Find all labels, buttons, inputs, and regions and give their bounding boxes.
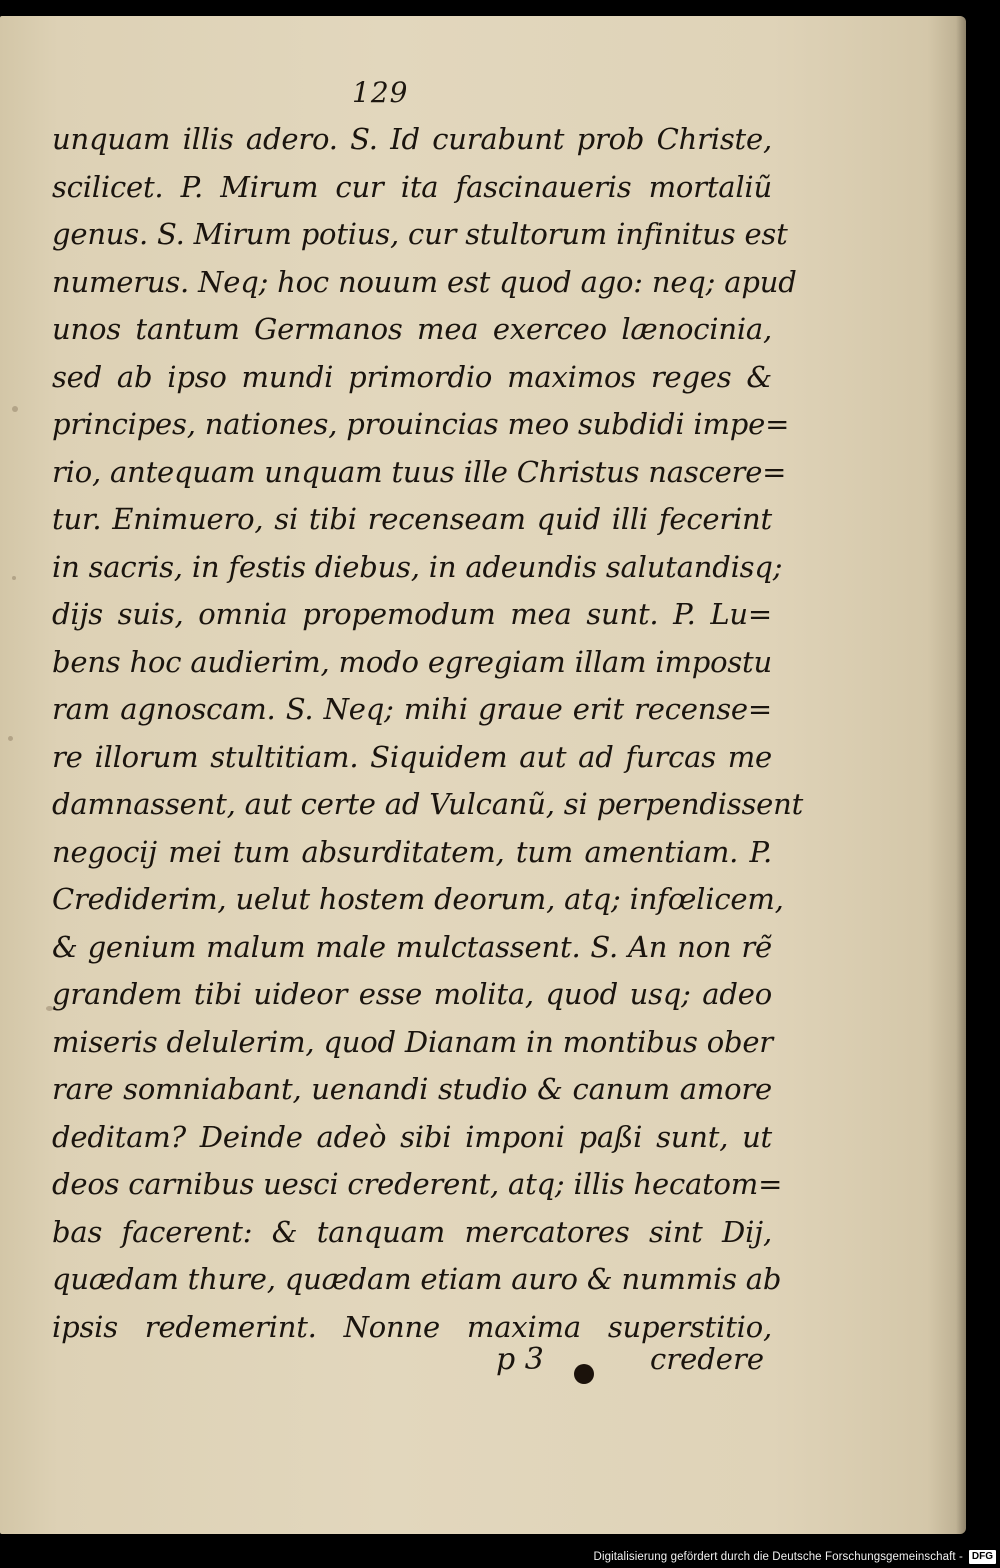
text-line: grandem tibi uideor esse molita, quod usq; adeo [52, 977, 772, 1011]
text-line: genus. S. Mirum potius, cur stultorum infinitus est [52, 217, 788, 251]
text-line: quædam thure, quædam etiam auro & nummis ab [52, 1262, 782, 1296]
text-line: negocij mei tum absurditatem, tum amentiam. P. [52, 834, 772, 869]
paper-stain [12, 406, 18, 412]
text-line: damnassent, aut certe ad Vulcanũ, si perpendissent [52, 787, 804, 821]
text-line: rio, antequam unquam tuus ille Christus nascere= [52, 454, 787, 489]
page-footer [490, 1334, 770, 1394]
text-line: dijs suis, omnia propemodum mea sunt. P. Lu= [52, 597, 772, 631]
page-text-block [52, 116, 804, 1351]
text-line: numerus. Neq; hoc nouum est quod ago: neq; apud [52, 264, 797, 299]
page-number: 129 [352, 76, 409, 109]
text-line: & genium malum male mulctassent. S. An non rẽ [52, 929, 772, 964]
text-line: ram agnoscam. S. Neq; mihi graue erit recense= [52, 692, 772, 726]
digitization-credit [594, 1546, 1000, 1568]
text-line: miseris delulerim, quod Dianam in montibus ober [52, 1024, 773, 1059]
ink-blot [574, 1364, 594, 1384]
text-line: unos tantum Germanos mea exerceo lænocinia, [52, 312, 772, 346]
text-line: in sacris, in festis diebus, in adeundis salutandisq; [52, 549, 783, 584]
text-line: re illorum stultitiam. Siquidem aut ad furcas me [52, 739, 772, 774]
text-line: Crediderim, uelut hostem deorum, atq; infœlicem, [52, 882, 784, 916]
text-line: bas facerent: & tanquam mercatores sint Dij, [52, 1214, 772, 1249]
credit-text: Digitalisierung gefördert durch die Deutsche Forschungsgemeinschaft - [593, 1551, 963, 1563]
text-line: deditam? Deinde adeò sibi imponi paßi sunt, ut [52, 1119, 772, 1154]
text-line: rare somniabant, uenandi studio & canum amore [52, 1072, 772, 1106]
text-line: unquam illis adero. S. Id curabunt prob Christe, [52, 122, 772, 156]
paper-stain [12, 576, 16, 580]
text-line: bens hoc audierim, modo egregiam illam impostu [52, 644, 772, 679]
text-line: tur. Enimuero, si tibi recenseam quid illi fecerint [52, 502, 772, 536]
catchword: credere [649, 1342, 764, 1376]
text-line: principes, nationes, prouincias meo subdidi impe= [52, 407, 790, 441]
text-line: deos carnibus uesci crederent, atq; illis hecatom= [52, 1167, 783, 1201]
text-line: scilicet. P. Mirum cur ita fascinaueris mortaliũ [52, 169, 772, 204]
dfg-logo: DFG [969, 1550, 996, 1564]
text-line: ipsis redemerint. Nonne maxima superstitio, [52, 1309, 772, 1344]
book-page [0, 16, 966, 1534]
signature-mark: p 3 [496, 1342, 544, 1377]
paper-stain [8, 736, 13, 741]
text-line: sed ab ipso mundi primordio maximos reges & [52, 359, 772, 394]
